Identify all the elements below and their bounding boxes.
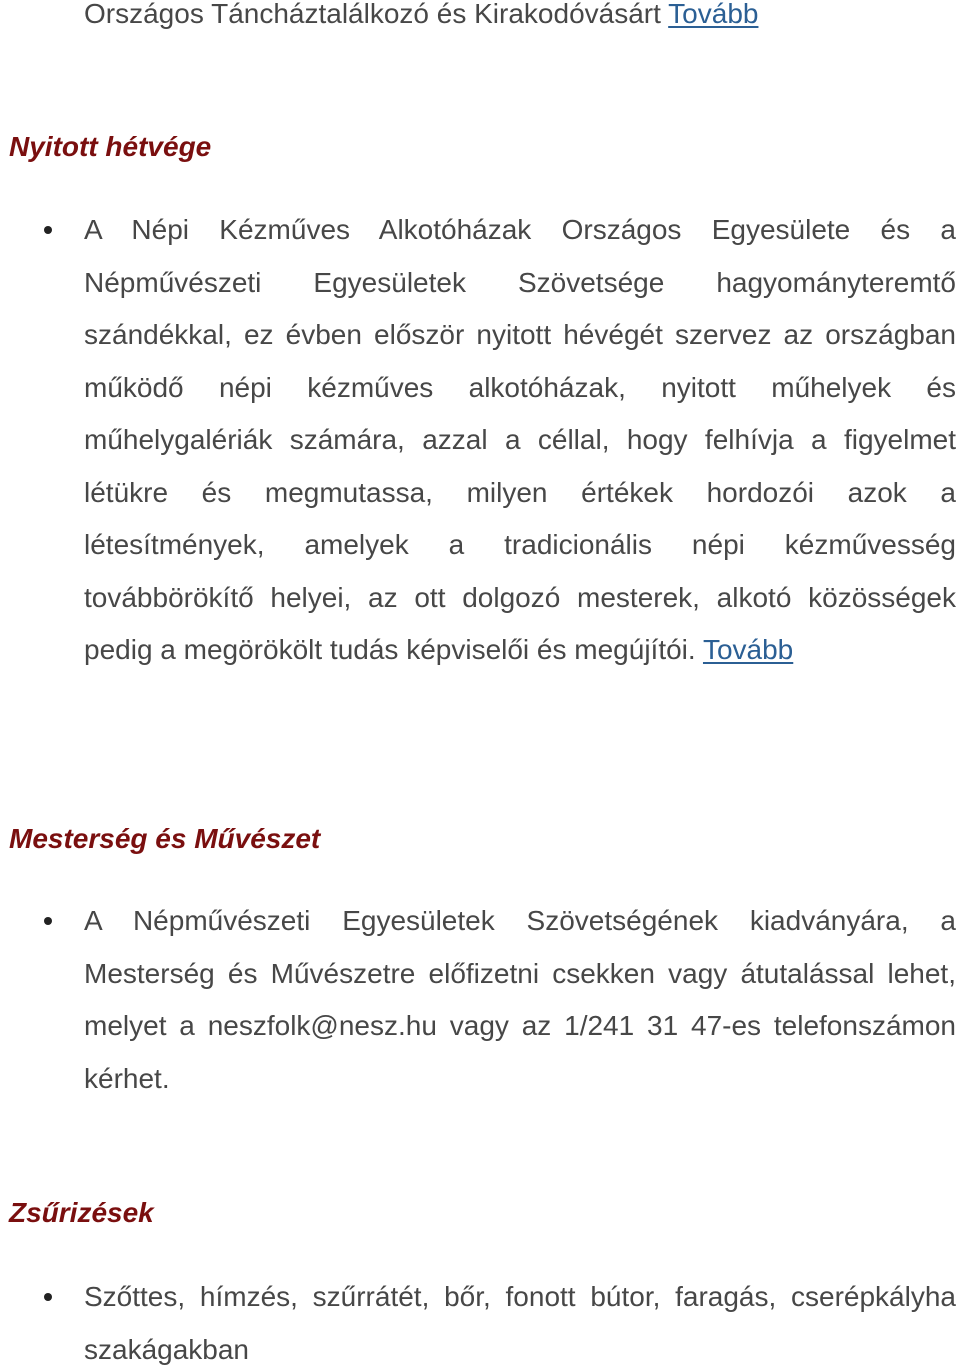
section-text-body: A Népi Kézműves Alkotóházak Országos Egyesülete és a Népművészeti Egyesületek Szövetsége hagyományteremtő szándékkal, ez évben először nyitott hévégét szervez az országban működő népi kézműves alkotóházak, nyitott műhelyek és műhelygalériák számára, azzal a céllal, hogy felhívja a figyelmet létükre és megmutassa, milyen értékek hordozói azok a létesítmények, amelyek a tradicionális népi kézművesség továbbörökítő helyei, az ott dolgozó mesterek, alkotó közösségek pedig a megörökölt tudás képviselői és megújítói. — [84, 214, 956, 665]
section-text-nyitott-hetvege — [84, 204, 956, 677]
bullet-icon — [44, 917, 52, 925]
intro-line — [84, 0, 758, 32]
section-title-mesterseg-es-muveszet: Mesterség és Művészet — [9, 823, 321, 854]
section-text-mesterseg-es-muveszet: A Népművészeti Egyesületek Szövetségének kiadványára, a Mesterség és Művészetre előfizetni csekken vagy átutalással lehet, melyet a neszfolk@nesz.hu vagy az 1/241 31 47-es telefonszámon kérhet. — [84, 905, 956, 1094]
bullet-icon — [44, 226, 52, 234]
intro-text: Országos Táncháztalálkozó és Kirakodóvásárt — [84, 0, 661, 29]
section-title-nyitott-hetvege: Nyitott hétvége — [9, 131, 212, 162]
bullet-icon — [44, 1293, 52, 1301]
list-item-nyitott-hetvege — [84, 204, 956, 677]
section-title-zsurizesek: Zsűrizések — [9, 1197, 154, 1228]
tovabb-link-nyitott-hetvege[interactable]: Tovább — [702, 634, 794, 665]
section-text-zsurizesek: Szőttes, hímzés, szűrrátét, bőr, fonott bútor, faragás, cserépkályha szakágakban — [84, 1281, 956, 1365]
list-item-mesterseg-es-muveszet — [84, 895, 956, 1105]
tovabb-link-top[interactable]: Tovább — [668, 0, 759, 29]
list-item-zsurizesek — [84, 1271, 956, 1369]
